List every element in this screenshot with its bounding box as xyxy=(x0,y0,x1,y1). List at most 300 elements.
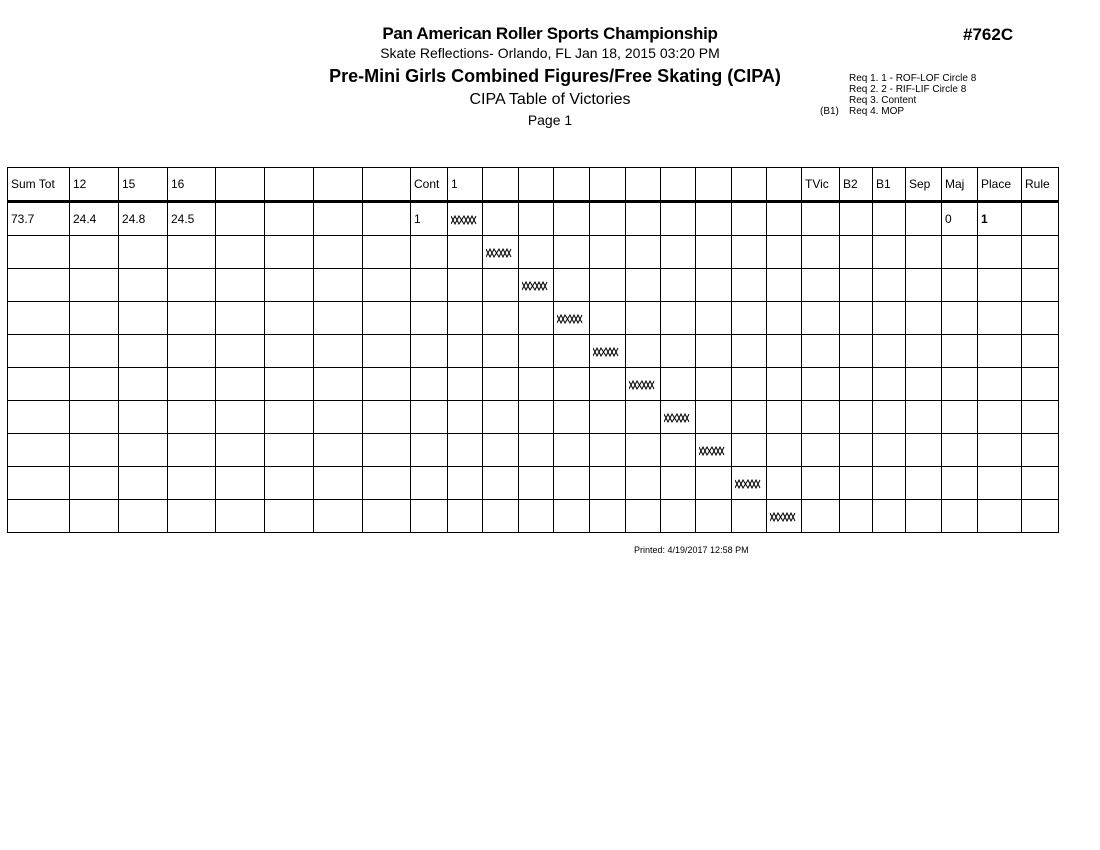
column-header: Cont xyxy=(411,168,448,202)
table-cell xyxy=(906,500,942,533)
table-cell xyxy=(519,335,554,368)
table-cell xyxy=(767,202,802,236)
table-cell xyxy=(626,302,661,335)
table-cell: 1 xyxy=(411,202,448,236)
table-cell xyxy=(626,236,661,269)
table-cell xyxy=(942,335,978,368)
table-cell xyxy=(696,202,732,236)
table-cell xyxy=(978,236,1022,269)
table-cell xyxy=(873,368,906,401)
table-cell xyxy=(519,500,554,533)
table-cell xyxy=(483,467,519,500)
table-cell xyxy=(216,434,265,467)
table-cell xyxy=(873,335,906,368)
table-cell xyxy=(942,269,978,302)
table-cell xyxy=(696,368,732,401)
table-cell xyxy=(265,401,314,434)
table-cell xyxy=(978,467,1022,500)
table-cell xyxy=(168,467,216,500)
xxx-mark-icon xyxy=(557,314,583,324)
table-cell xyxy=(119,467,168,500)
table-cell xyxy=(8,368,70,401)
table-cell xyxy=(70,401,119,434)
table-cell xyxy=(483,302,519,335)
table-cell xyxy=(411,401,448,434)
requirement-label: Req 2. 2 - RIF-LIF Circle 8 xyxy=(849,84,967,95)
table-cell xyxy=(626,434,661,467)
table-cell xyxy=(448,401,483,434)
column-header xyxy=(590,168,626,202)
table-cell xyxy=(519,302,554,335)
requirement-tag: (B1) xyxy=(820,106,839,117)
table-cell xyxy=(732,500,767,533)
column-header xyxy=(626,168,661,202)
table-cell xyxy=(216,401,265,434)
table-cell xyxy=(363,467,411,500)
table-cell xyxy=(363,202,411,236)
table-cell xyxy=(626,202,661,236)
table-cell xyxy=(840,434,873,467)
table-cell xyxy=(906,401,942,434)
xxx-mark-icon xyxy=(486,248,512,258)
table-cell xyxy=(554,202,590,236)
table-cell xyxy=(411,302,448,335)
table-cell xyxy=(448,269,483,302)
column-header xyxy=(732,168,767,202)
table-cell xyxy=(732,302,767,335)
table-cell xyxy=(119,500,168,533)
table-cell xyxy=(802,236,840,269)
table-cell xyxy=(767,467,802,500)
requirement-label: Req 1. 1 - ROF-LOF Circle 8 xyxy=(849,73,977,84)
table-cell xyxy=(732,401,767,434)
column-header: 15 xyxy=(119,168,168,202)
table-cell xyxy=(411,434,448,467)
table-cell xyxy=(590,335,626,368)
table-cell xyxy=(554,368,590,401)
table-cell xyxy=(483,500,519,533)
table-cell xyxy=(626,467,661,500)
table-cell xyxy=(448,202,483,236)
report-name: CIPA Table of Victories xyxy=(469,91,631,108)
venue-date-line: Skate Reflections- Orlando, FL Jan 18, 2015 03:20 PM xyxy=(380,45,720,61)
table-cell xyxy=(732,236,767,269)
table-cell xyxy=(70,500,119,533)
table-cell xyxy=(448,467,483,500)
table-cell xyxy=(732,467,767,500)
table-cell xyxy=(1022,236,1059,269)
championship-title: Pan American Roller Sports Championship xyxy=(382,24,718,43)
table-cell xyxy=(519,467,554,500)
table-cell xyxy=(732,269,767,302)
table-cell xyxy=(411,269,448,302)
table-cell xyxy=(802,401,840,434)
table-cell xyxy=(554,269,590,302)
table-cell xyxy=(978,368,1022,401)
table-cell xyxy=(216,236,265,269)
table-cell xyxy=(70,269,119,302)
table-cell xyxy=(411,368,448,401)
table-cell xyxy=(1022,269,1059,302)
table-cell xyxy=(840,401,873,434)
table-cell xyxy=(942,467,978,500)
table-cell xyxy=(70,302,119,335)
table-cell xyxy=(483,401,519,434)
table-cell xyxy=(448,302,483,335)
table-cell xyxy=(119,335,168,368)
xxx-mark-icon xyxy=(770,512,796,522)
column-header: TVic xyxy=(802,168,840,202)
table-cell xyxy=(590,500,626,533)
table-cell xyxy=(168,401,216,434)
table-of-victories xyxy=(7,167,1059,533)
table-cell: 24.8 xyxy=(119,202,168,236)
table-cell xyxy=(906,202,942,236)
table-cell xyxy=(802,467,840,500)
column-header: Sep xyxy=(906,168,942,202)
table-cell xyxy=(554,401,590,434)
table-cell xyxy=(519,202,554,236)
table-cell xyxy=(314,202,363,236)
table-cell xyxy=(873,467,906,500)
table-cell xyxy=(8,302,70,335)
xxx-mark-icon xyxy=(593,347,619,357)
table-cell xyxy=(873,434,906,467)
table-cell xyxy=(119,302,168,335)
table-cell xyxy=(1022,202,1059,236)
table-cell: 1 xyxy=(978,202,1022,236)
table-cell xyxy=(119,269,168,302)
column-header: Place xyxy=(978,168,1022,202)
xxx-mark-icon xyxy=(664,413,690,423)
table-cell xyxy=(265,302,314,335)
table-cell xyxy=(168,236,216,269)
header-row xyxy=(8,168,1059,202)
table-cell xyxy=(767,302,802,335)
table-cell xyxy=(906,269,942,302)
table-cell xyxy=(448,368,483,401)
table-cell xyxy=(265,269,314,302)
table-cell xyxy=(767,368,802,401)
table-cell xyxy=(314,335,363,368)
table-cell xyxy=(265,467,314,500)
table-cell xyxy=(448,236,483,269)
table-cell xyxy=(363,434,411,467)
table-cell xyxy=(802,434,840,467)
table-cell xyxy=(696,401,732,434)
table-cell xyxy=(483,368,519,401)
column-header xyxy=(314,168,363,202)
table-row xyxy=(8,335,1059,368)
table-cell xyxy=(696,302,732,335)
table-row xyxy=(8,434,1059,467)
table-cell xyxy=(661,434,696,467)
table-cell xyxy=(767,236,802,269)
column-header xyxy=(554,168,590,202)
table-cell xyxy=(840,269,873,302)
table-cell xyxy=(483,335,519,368)
table-cell xyxy=(216,335,265,368)
table-cell xyxy=(119,434,168,467)
table-cell xyxy=(590,401,626,434)
table-cell xyxy=(265,335,314,368)
table-cell xyxy=(119,368,168,401)
table-cell xyxy=(767,269,802,302)
table-cell xyxy=(314,500,363,533)
table-cell xyxy=(661,335,696,368)
table-cell xyxy=(661,202,696,236)
table-cell xyxy=(363,302,411,335)
column-header: B1 xyxy=(873,168,906,202)
table-cell xyxy=(696,500,732,533)
column-header: Maj xyxy=(942,168,978,202)
table-cell xyxy=(554,335,590,368)
table-cell xyxy=(168,302,216,335)
table-cell xyxy=(978,401,1022,434)
table-cell xyxy=(1022,434,1059,467)
table-cell xyxy=(840,202,873,236)
table-cell xyxy=(448,500,483,533)
table-cell xyxy=(840,368,873,401)
table-cell xyxy=(590,236,626,269)
table-cell xyxy=(873,302,906,335)
table-cell xyxy=(906,302,942,335)
xxx-mark-icon xyxy=(522,281,548,291)
table-cell xyxy=(483,434,519,467)
event-title: Pre-Mini Girls Combined Figures/Free Skating (CIPA) xyxy=(329,66,781,86)
table-cell xyxy=(661,269,696,302)
table-cell xyxy=(363,269,411,302)
column-header: 1 xyxy=(448,168,483,202)
table-cell xyxy=(590,202,626,236)
table-cell xyxy=(906,467,942,500)
table-cell xyxy=(626,269,661,302)
table-cell xyxy=(8,401,70,434)
table-cell xyxy=(411,236,448,269)
table-cell xyxy=(802,500,840,533)
table-cell xyxy=(265,500,314,533)
table-cell xyxy=(626,368,661,401)
table-row xyxy=(8,202,1059,236)
requirement-item xyxy=(820,106,904,118)
table-cell xyxy=(119,401,168,434)
table-cell xyxy=(590,467,626,500)
table-cell xyxy=(8,269,70,302)
table-cell: 0 xyxy=(942,202,978,236)
table-cell xyxy=(168,269,216,302)
table-cell xyxy=(767,335,802,368)
column-header: 12 xyxy=(70,168,119,202)
column-header: Sum Tot xyxy=(8,168,70,202)
table-cell xyxy=(732,434,767,467)
table-row xyxy=(8,467,1059,500)
table-cell xyxy=(314,368,363,401)
requirement-label: Req 3. Content xyxy=(849,95,917,106)
table-cell xyxy=(411,500,448,533)
xxx-mark-icon xyxy=(699,446,725,456)
table-cell xyxy=(8,434,70,467)
column-header xyxy=(363,168,411,202)
table-cell xyxy=(942,236,978,269)
table-cell xyxy=(696,236,732,269)
column-header xyxy=(661,168,696,202)
table-row xyxy=(8,500,1059,533)
table-cell xyxy=(696,269,732,302)
table-cell xyxy=(978,434,1022,467)
table-cell xyxy=(363,335,411,368)
table-cell xyxy=(661,467,696,500)
page-number: Page 1 xyxy=(527,112,573,128)
table-row xyxy=(8,302,1059,335)
table-cell xyxy=(216,368,265,401)
table-cell xyxy=(802,302,840,335)
table-cell xyxy=(626,500,661,533)
table-cell xyxy=(942,401,978,434)
table-cell xyxy=(840,335,873,368)
table-cell xyxy=(873,401,906,434)
table-row xyxy=(8,236,1059,269)
table-cell xyxy=(448,434,483,467)
requirement-label: Req 4. MOP xyxy=(849,106,905,117)
table-cell xyxy=(626,335,661,368)
printed-timestamp: Printed: 4/19/2017 12:58 PM xyxy=(634,545,749,555)
table-cell xyxy=(314,236,363,269)
table-cell xyxy=(840,302,873,335)
table-cell xyxy=(1022,335,1059,368)
table-cell xyxy=(767,500,802,533)
table-cell xyxy=(483,269,519,302)
table-cell xyxy=(802,335,840,368)
table-cell xyxy=(661,302,696,335)
table-cell xyxy=(840,500,873,533)
xxx-mark-icon xyxy=(735,479,761,489)
table-cell xyxy=(696,467,732,500)
table-cell xyxy=(873,236,906,269)
table-cell xyxy=(590,434,626,467)
table-cell xyxy=(70,467,119,500)
table-cell xyxy=(519,236,554,269)
table-cell xyxy=(363,368,411,401)
table-cell xyxy=(661,401,696,434)
table-cell xyxy=(942,302,978,335)
column-header xyxy=(519,168,554,202)
column-header xyxy=(483,168,519,202)
table-cell xyxy=(873,500,906,533)
table-cell xyxy=(661,368,696,401)
table-cell xyxy=(168,500,216,533)
table-cell xyxy=(1022,368,1059,401)
table-cell xyxy=(554,500,590,533)
table-cell xyxy=(216,202,265,236)
table-cell xyxy=(840,467,873,500)
table-cell xyxy=(363,236,411,269)
table-cell xyxy=(70,236,119,269)
table-cell xyxy=(363,401,411,434)
table-cell xyxy=(554,302,590,335)
table-cell xyxy=(554,467,590,500)
table-cell: 73.7 xyxy=(8,202,70,236)
table-cell xyxy=(519,434,554,467)
table-cell xyxy=(314,434,363,467)
table-cell xyxy=(70,335,119,368)
table-cell xyxy=(1022,401,1059,434)
table-cell xyxy=(767,401,802,434)
table-cell xyxy=(942,500,978,533)
column-header xyxy=(767,168,802,202)
table-cell xyxy=(8,335,70,368)
table-cell xyxy=(8,467,70,500)
table-row xyxy=(8,401,1059,434)
table-cell xyxy=(554,236,590,269)
table-cell xyxy=(448,335,483,368)
table-cell xyxy=(696,335,732,368)
table-cell xyxy=(978,269,1022,302)
table-cell xyxy=(906,434,942,467)
table-cell xyxy=(168,434,216,467)
table-cell xyxy=(1022,302,1059,335)
event-number: #762C xyxy=(963,25,1014,44)
table-cell xyxy=(590,302,626,335)
table-cell xyxy=(696,434,732,467)
column-header: 16 xyxy=(168,168,216,202)
column-header: Rule xyxy=(1022,168,1059,202)
xxx-mark-icon xyxy=(629,380,655,390)
table-cell xyxy=(411,335,448,368)
table-cell xyxy=(590,368,626,401)
table-cell xyxy=(314,269,363,302)
table-cell xyxy=(1022,467,1059,500)
table-cell xyxy=(216,269,265,302)
table-cell xyxy=(802,368,840,401)
table-cell xyxy=(483,202,519,236)
table-cell xyxy=(906,368,942,401)
table-cell xyxy=(978,500,1022,533)
table-cell xyxy=(519,368,554,401)
table-cell xyxy=(732,202,767,236)
table-cell xyxy=(519,269,554,302)
table-cell xyxy=(314,467,363,500)
table-cell xyxy=(873,269,906,302)
table-cell xyxy=(840,236,873,269)
table-cell: 24.4 xyxy=(70,202,119,236)
column-header xyxy=(696,168,732,202)
table-cell xyxy=(732,368,767,401)
table-cell xyxy=(873,202,906,236)
table-cell xyxy=(8,236,70,269)
table-cell xyxy=(216,467,265,500)
table-cell xyxy=(216,500,265,533)
table-cell xyxy=(411,467,448,500)
table-cell xyxy=(216,302,265,335)
table-cell xyxy=(942,434,978,467)
table-cell xyxy=(265,368,314,401)
column-header xyxy=(265,168,314,202)
table-cell xyxy=(314,401,363,434)
table-cell xyxy=(1022,500,1059,533)
table-row xyxy=(8,269,1059,302)
table-cell xyxy=(265,434,314,467)
table-cell xyxy=(590,269,626,302)
table-cell xyxy=(265,236,314,269)
table-cell xyxy=(483,236,519,269)
table-cell xyxy=(265,202,314,236)
table-cell xyxy=(626,401,661,434)
table-cell xyxy=(661,500,696,533)
table-cell xyxy=(942,368,978,401)
table-cell xyxy=(906,236,942,269)
table-cell xyxy=(978,335,1022,368)
table-cell xyxy=(767,434,802,467)
